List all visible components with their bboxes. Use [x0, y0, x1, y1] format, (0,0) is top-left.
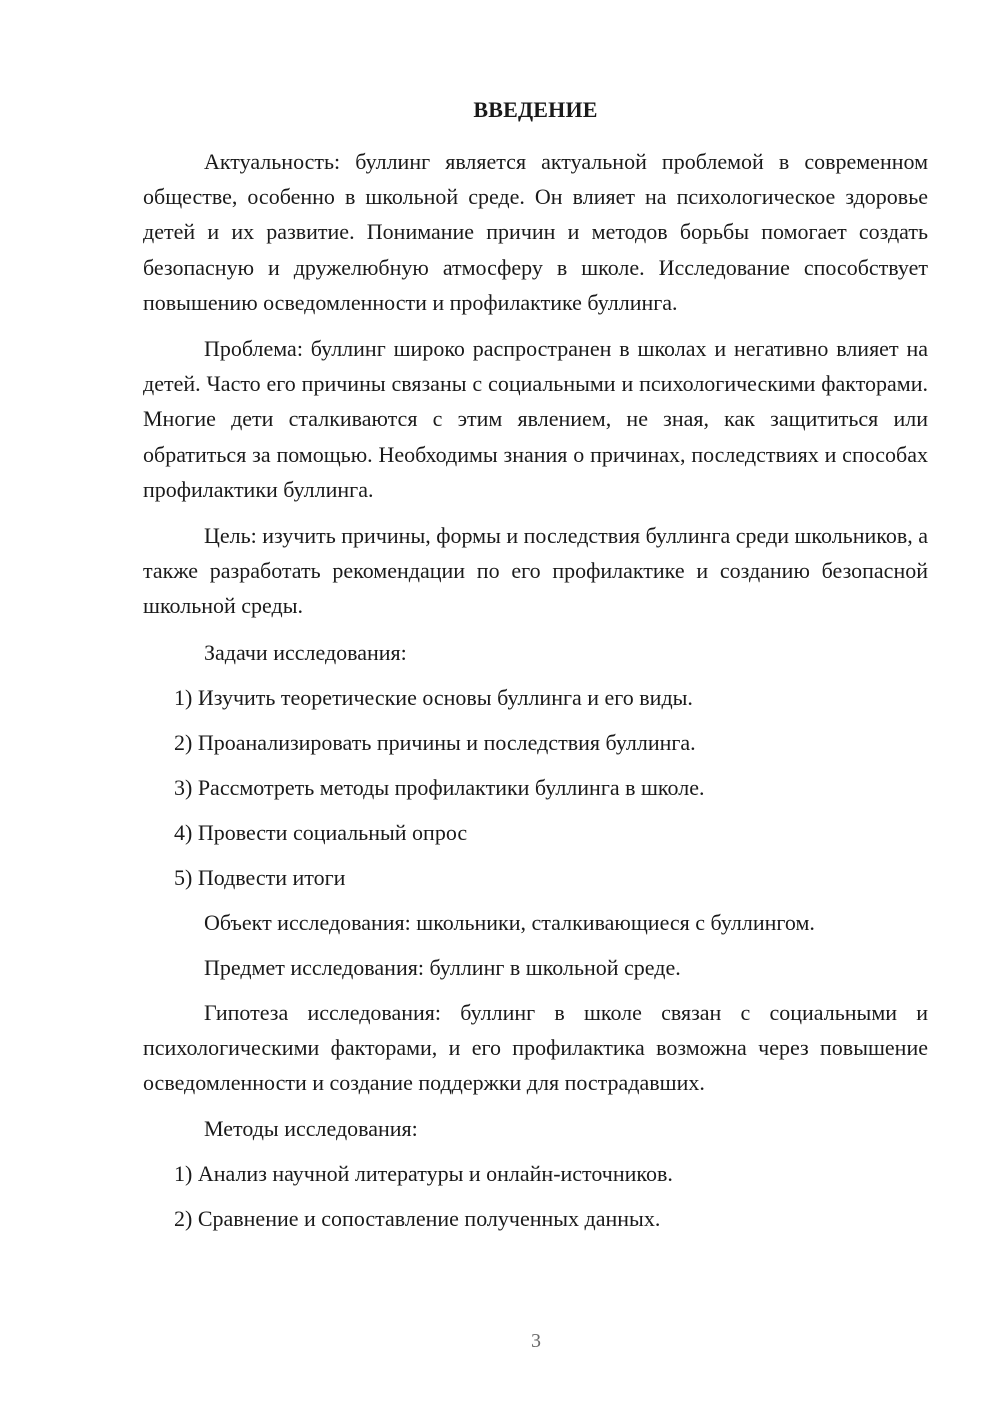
page-title: ВВЕДЕНИЕ	[473, 97, 598, 122]
tasks-heading: Задачи исследования:	[204, 639, 407, 665]
method-item: 1) Анализ научной литературы и онлайн-источников.	[174, 1161, 673, 1187]
hypothesis-paragraph: Гипотеза исследования: буллинг в школе связан с социальными и психологическими факторами, и его профилактика возможна через повышение осведомленности и создание поддержки для пострадавших.	[143, 999, 928, 1096]
research-object: Объект исследования: школьники, сталкивающиеся с буллингом.	[204, 909, 815, 935]
page-number: 3	[531, 1330, 541, 1352]
goal-paragraph: Цель: изучить причины, формы и последствия буллинга среди школьников, а также разработать рекомендации по его профилактике и созданию безопасной школьной среды.	[143, 523, 928, 619]
task-item: 4) Провести социальный опрос	[174, 819, 468, 845]
method-item: 2) Сравнение и сопоставление полученных данных.	[174, 1206, 661, 1232]
problem-paragraph: Проблема: буллинг широко распространен в школах и негативно влияет на детей. Часто его причины связаны с социальными и психологическими факторами. Многие дети сталкиваются с этим явлением, не зная, как защититься или обратиться за помощью. Необходимы знания о причинах, последствиях и способах профилактики буллинга.	[143, 336, 928, 502]
task-item: 2) Проанализировать причины и последствия буллинга.	[174, 729, 696, 755]
document-page	[143, 92, 928, 1246]
task-item: 3) Рассмотреть методы профилактики буллинга в школе.	[174, 774, 705, 800]
relevance-paragraph: Актуальность: буллинг является актуальной проблемой в современном обществе, особенно в школьной среде. Он влияет на психологическое здоровье детей и их развитие. Понимание причин и методов борьбы помогает создать безопасную и дружелюбную атмосферу в школе. Исследование способствует повышению осведомленности и профилактике буллинга.	[143, 149, 928, 315]
methods-heading: Методы исследования:	[204, 1116, 418, 1142]
research-subject: Предмет исследования: буллинг в школьной среде.	[204, 954, 681, 980]
task-item: 5) Подвести итоги	[174, 864, 346, 890]
task-item: 1) Изучить теоретические основы буллинга и его виды.	[174, 684, 693, 710]
